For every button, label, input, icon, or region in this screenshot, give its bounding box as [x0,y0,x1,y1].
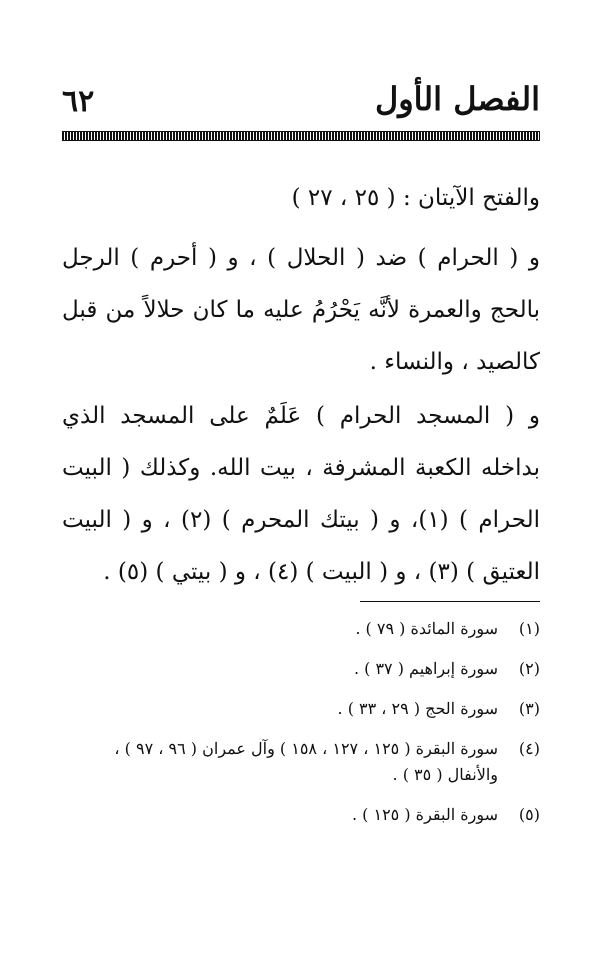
footnote-item [62,696,540,722]
footnote-item [62,802,540,828]
footnote-item [62,616,540,642]
footnote-text: سورة الحج ( ٢٩ ، ٣٣ ) . [337,699,498,718]
paragraph-verses-ref [62,172,540,224]
page-number: ٦٢ [62,84,95,119]
paragraph-text: و ( المسجد الحرام ) عَلَمٌ على المسجد الذي بداخله الكعبة المشرفة ، بيت الله. وكذلك ( البيت الحرام ) (١)، و ( بيتك المحرم ) (٢) ، و ( البيت العتيق ) (٣) ، و ( البيت ) (٤) ، و ( بيتي ) (٥) . [62,403,540,585]
paragraph-masjid-haram [62,390,540,598]
footnote-divider [360,601,540,602]
page-header [62,80,540,130]
footnote-number: (٥) [518,805,540,824]
paragraph-text: والفتح الآيتان : ( ٢٥ ، ٢٧ ) [291,185,540,211]
footnote-number: (٤) [518,739,540,758]
footnote-text: سورة إبراهيم ( ٣٧ ) . [353,659,498,678]
paragraph-haram [62,232,540,388]
paragraph-text: و ( الحرام ) ضد ( الحلال ) ، و ( أحرم ) الرجل بالحج والعمرة لأنَّه يَحْرُمُ عليه ما كان حلالاً من قبل كالصيد ، والنساء . [62,245,540,375]
header-rule [62,131,540,141]
footnote-item [62,736,540,788]
footnote-number: (٣) [518,699,540,718]
footnote-text: سورة المائدة ( ٧٩ ) . [355,619,498,638]
chapter-title: الفصل الأول [374,80,540,118]
footnote-number: (١) [518,619,540,638]
footnote-text: سورة البقرة ( ١٢٥ ) . [351,805,498,824]
footnote-text: سورة البقرة ( ١٢٥ ، ١٢٧ ، ١٥٨ ) وآل عمران ( ٩٦ ، ٩٧ ) ، والأنفال ( ٣٥ ) . [114,739,498,784]
footnote-item [62,656,540,682]
footnotes [62,616,540,842]
footnote-number: (٢) [518,659,540,678]
